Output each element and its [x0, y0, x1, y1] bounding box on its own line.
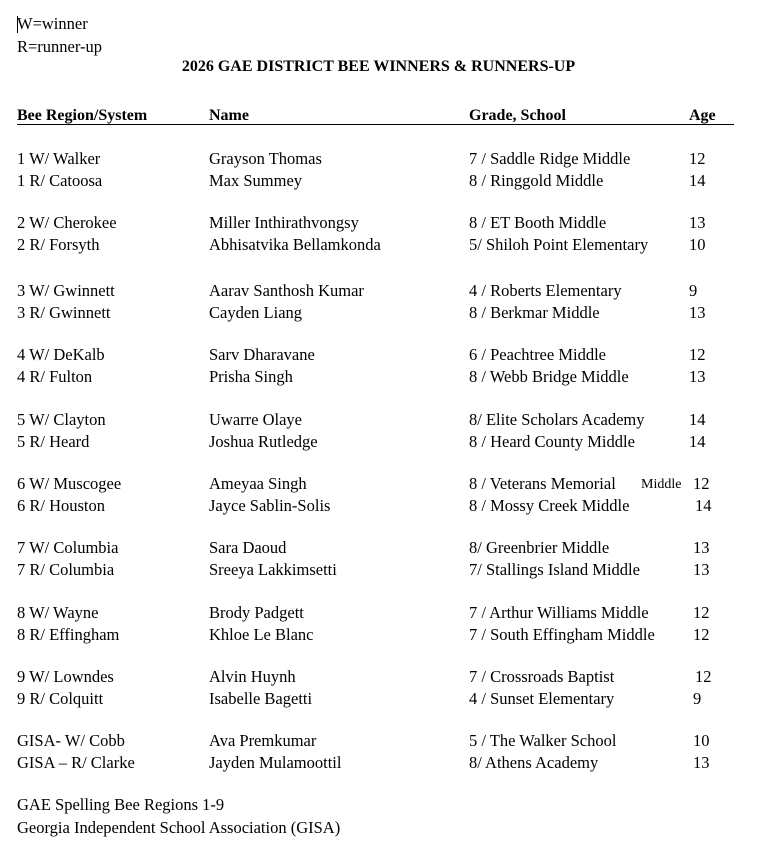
cell-name: Miller Inthirathvongsy	[209, 213, 359, 232]
cell-school: 5 / The Walker School	[469, 731, 617, 750]
cell-school: 7 / Saddle Ridge Middle	[469, 149, 631, 168]
header-name: Name	[209, 107, 249, 124]
cell-name: Ava Premkumar	[209, 731, 317, 750]
cell-school: 8 / Berkmar Middle	[469, 303, 600, 322]
cell-name: Grayson Thomas	[209, 149, 322, 168]
cell-school: 8 / ET Booth Middle	[469, 213, 607, 232]
cell-name: Khloe Le Blanc	[209, 625, 314, 644]
cell-school: 4 / Roberts Elementary	[469, 281, 622, 300]
cell-region: 4 W/ DeKalb	[17, 345, 105, 364]
cell-name: Uwarre Olaye	[209, 410, 302, 429]
cell-region: 3 R/ Gwinnett	[17, 303, 111, 322]
cell-region: 6 R/ Houston	[17, 496, 106, 515]
cell-name: Jayden Mulamoottil	[209, 753, 342, 772]
cell-age: 10	[693, 731, 710, 750]
cell-name: Jayce Sablin-Solis	[209, 496, 331, 515]
header-rule	[17, 124, 734, 125]
cell-school: 7 / Crossroads Baptist	[469, 667, 615, 686]
cell-name: Abhisatvika Bellamkonda	[209, 235, 381, 254]
cell-school: 7 / South Effingham Middle	[469, 625, 655, 644]
cell-name: Brody Padgett	[209, 603, 304, 622]
cell-region: 3 W/ Gwinnett	[17, 281, 115, 300]
cell-name: Sara Daoud	[209, 538, 287, 557]
cell-name: Cayden Liang	[209, 303, 303, 322]
cell-school: 7 / Arthur Williams Middle	[469, 603, 649, 622]
cell-age: 12	[693, 603, 710, 622]
cell-region: 8 R/ Effingham	[17, 625, 120, 644]
cell-region: 4 R/ Fulton	[17, 367, 93, 386]
cell-age: 12	[689, 149, 706, 168]
cell-age: 13	[689, 303, 706, 322]
cell-school: 5/ Shiloh Point Elementary	[469, 235, 649, 254]
cell-region: 1 R/ Catoosa	[17, 171, 103, 190]
cell-school: 8 / Veterans Memorial	[469, 474, 616, 493]
cell-name: Isabelle Bagetti	[209, 689, 313, 708]
cell-name: Aarav Santhosh Kumar	[209, 281, 364, 300]
cell-region: 7 R/ Columbia	[17, 560, 115, 579]
footer-regions: GAE Spelling Bee Regions 1-9	[17, 795, 225, 814]
cell-name: Joshua Rutledge	[209, 432, 318, 451]
cell-region: 2 R/ Forsyth	[17, 235, 100, 254]
header-age: Age	[689, 107, 716, 124]
cell-age: 12	[693, 625, 710, 644]
cell-region: 6 W/ Muscogee	[17, 474, 122, 493]
cell-name: Sreeya Lakkimsetti	[209, 560, 337, 579]
cell-age: 9	[693, 689, 702, 708]
page-title: 2026 GAE DISTRICT BEE WINNERS & RUNNERS-UP	[181, 58, 576, 75]
cell-region: 7 W/ Columbia	[17, 538, 119, 557]
cell-region: 1 W/ Walker	[17, 149, 101, 168]
cell-school: 8/ Greenbrier Middle	[469, 538, 610, 557]
header-school: Grade, School	[469, 107, 566, 124]
cell-name: Sarv Dharavane	[209, 345, 315, 364]
cell-name: Max Summey	[209, 171, 303, 190]
cell-school: 6 / Peachtree Middle	[469, 345, 606, 364]
cell-region: 8 W/ Wayne	[17, 603, 99, 622]
cell-age: 13	[689, 213, 706, 232]
cell-region: 5 W/ Clayton	[17, 410, 106, 429]
cell-age: 12	[689, 345, 706, 364]
cell-age: 12	[695, 667, 712, 686]
cell-school: 7/ Stallings Island Middle	[469, 560, 640, 579]
cell-school: 8 / Heard County Middle	[469, 432, 635, 451]
cell-age: 13	[689, 367, 706, 386]
cell-school: 4 / Sunset Elementary	[469, 689, 615, 708]
cell-school: 8/ Athens Academy	[469, 753, 599, 772]
cell-school-suffix: Middle	[641, 477, 682, 492]
cell-age: 14	[689, 432, 706, 451]
cell-school: 8 / Ringgold Middle	[469, 171, 604, 190]
cell-region: GISA – R/ Clarke	[17, 753, 135, 772]
cell-age: 13	[693, 538, 710, 557]
cell-region: 9 W/ Lowndes	[17, 667, 114, 686]
header-region: Bee Region/System	[17, 107, 148, 124]
cell-name: Alvin Huynh	[209, 667, 296, 686]
cell-region: 2 W/ Cherokee	[17, 213, 117, 232]
cell-region: 9 R/ Colquitt	[17, 689, 104, 708]
footer-gisa: Georgia Independent School Association (GISA)	[17, 818, 341, 837]
cell-age: 9	[689, 281, 698, 300]
cell-school: 8 / Webb Bridge Middle	[469, 367, 629, 386]
cell-age: 13	[693, 560, 710, 579]
cell-region: 5 R/ Heard	[17, 432, 90, 451]
cell-school: 8/ Elite Scholars Academy	[469, 410, 645, 429]
cell-age: 14	[695, 496, 712, 515]
cell-age: 13	[693, 753, 710, 772]
cell-name: Prisha Singh	[209, 367, 293, 386]
cell-school: 8 / Mossy Creek Middle	[469, 496, 630, 515]
cell-name: Ameyaa Singh	[209, 474, 307, 493]
legend-runner-up: R=runner-up	[17, 37, 103, 56]
cell-age: 10	[689, 235, 706, 254]
cell-region: GISA- W/ Cobb	[17, 731, 125, 750]
cell-age: 12	[693, 474, 710, 493]
cell-age: 14	[689, 171, 706, 190]
legend-winner: W=winner	[17, 14, 88, 33]
cell-age: 14	[689, 410, 706, 429]
